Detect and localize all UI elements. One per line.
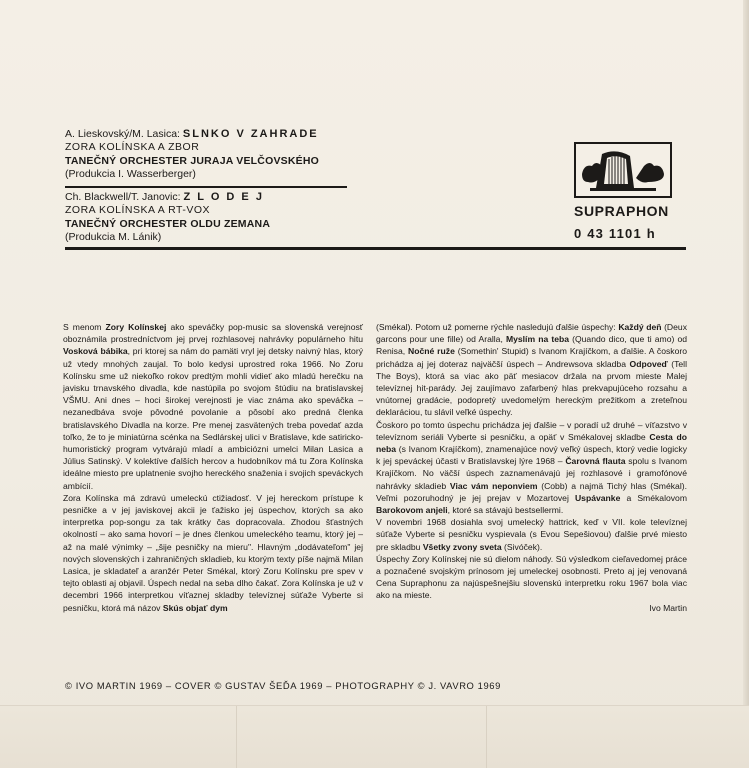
artist-name: Zory Kolínskej [105, 322, 167, 332]
song-title: Vosková bábika [63, 346, 128, 357]
liner-paragraph [376, 516, 687, 553]
catalog-number: 0 43 1101 h [574, 226, 656, 241]
song-title: Čarovná flauta [565, 456, 626, 467]
song-title: Cesta do neba [376, 431, 687, 455]
text-run: spolu s Ivanom Krajíčkom. No väčší úspech zaznamenávajú jej rozhlasové i gramofónové nahrávky skladieb [376, 456, 687, 491]
song-title: Nočné ruže [408, 346, 455, 357]
track1-credit-line [65, 128, 365, 141]
song-title: Viac vám neponviem [449, 480, 538, 491]
track2-title: Z L O D E J [183, 191, 264, 204]
song-title: Všetky zvony sveta [422, 541, 502, 552]
track1-artist: ZORA KOLÍNSKA A ZBOR [65, 141, 200, 154]
track2-artist: ZORA KOLÍNSKA A RT-VOX [65, 204, 211, 217]
supraphon-logo [574, 142, 672, 198]
song-title: Myslím na teba [505, 334, 569, 345]
track2-authors: Ch. Blackwell/T. Janovic: [65, 191, 181, 204]
text-run: (Quando dico, que ti amo) od Renisa, [376, 334, 688, 357]
text-run: (Deux garcons pour une fille) od Aralla, [376, 322, 687, 345]
track2-production: (Produkcia M. Lánik) [65, 231, 162, 244]
text-run: (Tell The Boys), ktorá sa viac ako päť mesiacov držala na prvom mieste Malej televíznej hit-parády. Jej zaujímavo zafarbený hlas prekvapujúceho rozsahu a vnútornej gradácie, podopretý uvedomelým hereckým prežitkom a zreteľnou deklaráciou, tu slávil veľké úspechy. [376, 358, 687, 418]
track1-orchestra: TANEČNÝ ORCHESTER JURAJA VELČOVSKÉHO [65, 154, 319, 167]
text-run: , pri ktorej sa nám do pamäti vryl jej detsky naivný hlas, ktorý už vtedy mnohých zaujal. To bolo kedysi uprostred roka 1966. No Zoru Kolínsku sme už niekoľko rokov predtým mohli vidieť ako mladú herečku na javisku trnavského divadla, kde nastúpila po svojom štúdiu na bratislavskej VŠMU. Ani dnes – hoci širokej verejnosti je viac známa ako speváčka – nezanedbáva svoje pôvodné povolanie a pôsobí ako predná členka bratislavského Divadla na korze. Pre menej zasvätených treba povedať azda toľko, že to je miniatúrna scénka na Sedlárskej ulici v Bratislave, kde satiricko-humoristický program vytvárajú mladí a ambiciózni umelci Milan Lasica a Július Satinský. V kolektíve ďalších hercov a hudobníkov má tu Zora Kolínska ideálne miesto pre uplatnenie svojho hereckého snaženia i svojich speváckych ambícií. [63, 346, 363, 491]
liner-notes-left-column [63, 321, 363, 614]
track2-orchestra: TANEČNÝ ORCHESTER OLDU ZEMANA [65, 217, 271, 230]
liner-paragraph [376, 321, 687, 419]
liner-paragraph: Úspechy Zory Kolínskej nie sú dielom náhody. Sú výsledkom cieľavedomej práce a poznačené svojským prínosom jej umeleckej osobnosti. Preto aj jej venovaná Cena Supraphonu za najúspešnejšiu slovenskú interpretku roku 1967 bola viac ako na mieste. [376, 553, 687, 601]
text-run: (s Ivanom Krajíčkom), znamenajúce nový veľký úspech, ktorý vedie logicky k jej speváckej účasti v Bratislavskej lýre 1968 – [376, 444, 687, 467]
text-run: (Sivóček). [501, 541, 543, 552]
flap-seam [486, 706, 487, 768]
flap-seam [236, 706, 237, 768]
song-title: Odpoveď [629, 358, 668, 369]
liner-paragraph [63, 492, 363, 614]
sleeve-bottom-flap [0, 705, 749, 768]
text-run: (Smékal). Potom už pomerne rýchle nasledujú ďalšie úspechy: [376, 322, 619, 332]
sleeve-edge [743, 0, 749, 768]
text-run: a Smékalovom [620, 492, 687, 503]
author-signature: Ivo Martin [649, 602, 687, 613]
text-run: Zora Kolínska má zdravú umeleckú ctižiadosť. V jej hereckom prístupe k pesničke a v jej javiskovej akcii je ťažisko jej úspechov, ktorých sa ako interpretka pop-songu za tak krátky čas dopracovala. Zhodou šťastných okolností – ako sama hovorí – je dnes členkou umeleckého teamu, ktorý jej – až na malé výnimky – „šije pesničky na mieru". Hlavným „dodávateľom" jej nových slovenských i zahraničných skladieb, ku ktorým texty píše najmä Milan Lasica, je skladateľ a aranžér Peter Smékal, ktorý Zoru Kolínsku pre spev v tejto oblasti aj objavil. Úspech nedal na seba dlho čakať. Zora Kolínska je už v decembri 1966 interpretkou víťaznej skladby televíznej súťaže Vyberte si pesničku, ktorá má názov [63, 492, 363, 613]
text-run: (Cobb) a najmä Tichý hlas (Smékal). Veľmi pozoruhodný je jej prejav v Mozartovej [376, 480, 687, 503]
credits-divider [65, 186, 347, 188]
text-run: , ktoré sa stávajú bestsellermi. [447, 505, 564, 516]
label-brand: SUPRAPHON [574, 203, 669, 219]
copyright-line: © IVO MARTIN 1969 – COVER © GUSTAV ŠEĎA 1969 – PHOTOGRAPHY © J. VAVRO 1969 [65, 680, 501, 691]
song-title: Uspávanke [574, 492, 621, 503]
song-title: Barokovom anjeli [376, 505, 448, 516]
liner-paragraph [376, 419, 687, 517]
header-divider [65, 247, 686, 250]
track1-production: (Produkcia I. Wasserberger) [65, 167, 196, 180]
text-run: (Somethin' Stupid) s Ivanom Krajíčkom, a ďalšie. A čoskoro prichádza aj jej doteraz najväčší úspech – Andrewsova skladba [376, 346, 687, 369]
text-run: ako speváčky pop-music sa slovenská verejnosť oboznámila prostredníctvom jej prvej rozhlasovej nahrávky populárneho hitu [63, 322, 364, 345]
liner-notes-right-column [376, 321, 687, 614]
song-title: Skús objať dym [162, 602, 228, 613]
track2-credit-line [65, 191, 365, 204]
track1-title: SLNKO V ZAHRADE [182, 128, 319, 140]
liner-paragraph [63, 321, 363, 492]
track1-authors: A. Lieskovský/M. Lasica: [65, 128, 180, 140]
song-title: Každý deň [618, 322, 662, 332]
text-run: Čoskoro po tomto úspechu prichádza jej ďalšie – v poradí už druhé – víťazstvo v televíznom seriáli Vyberte si pesničku, a opäť v Smékalovej skladbe [376, 419, 687, 442]
text-run: S menom [63, 322, 106, 332]
text-run: V novembri 1968 dosiahla svoj umelecký hattrick, keď v VII. kole televíznej súťaže Vyberte si pesničku vyspievala (s Evou Sepešiovou) ďalšie prvé miesto pre skladbu [376, 517, 687, 552]
harp-with-lions-icon [576, 144, 670, 196]
